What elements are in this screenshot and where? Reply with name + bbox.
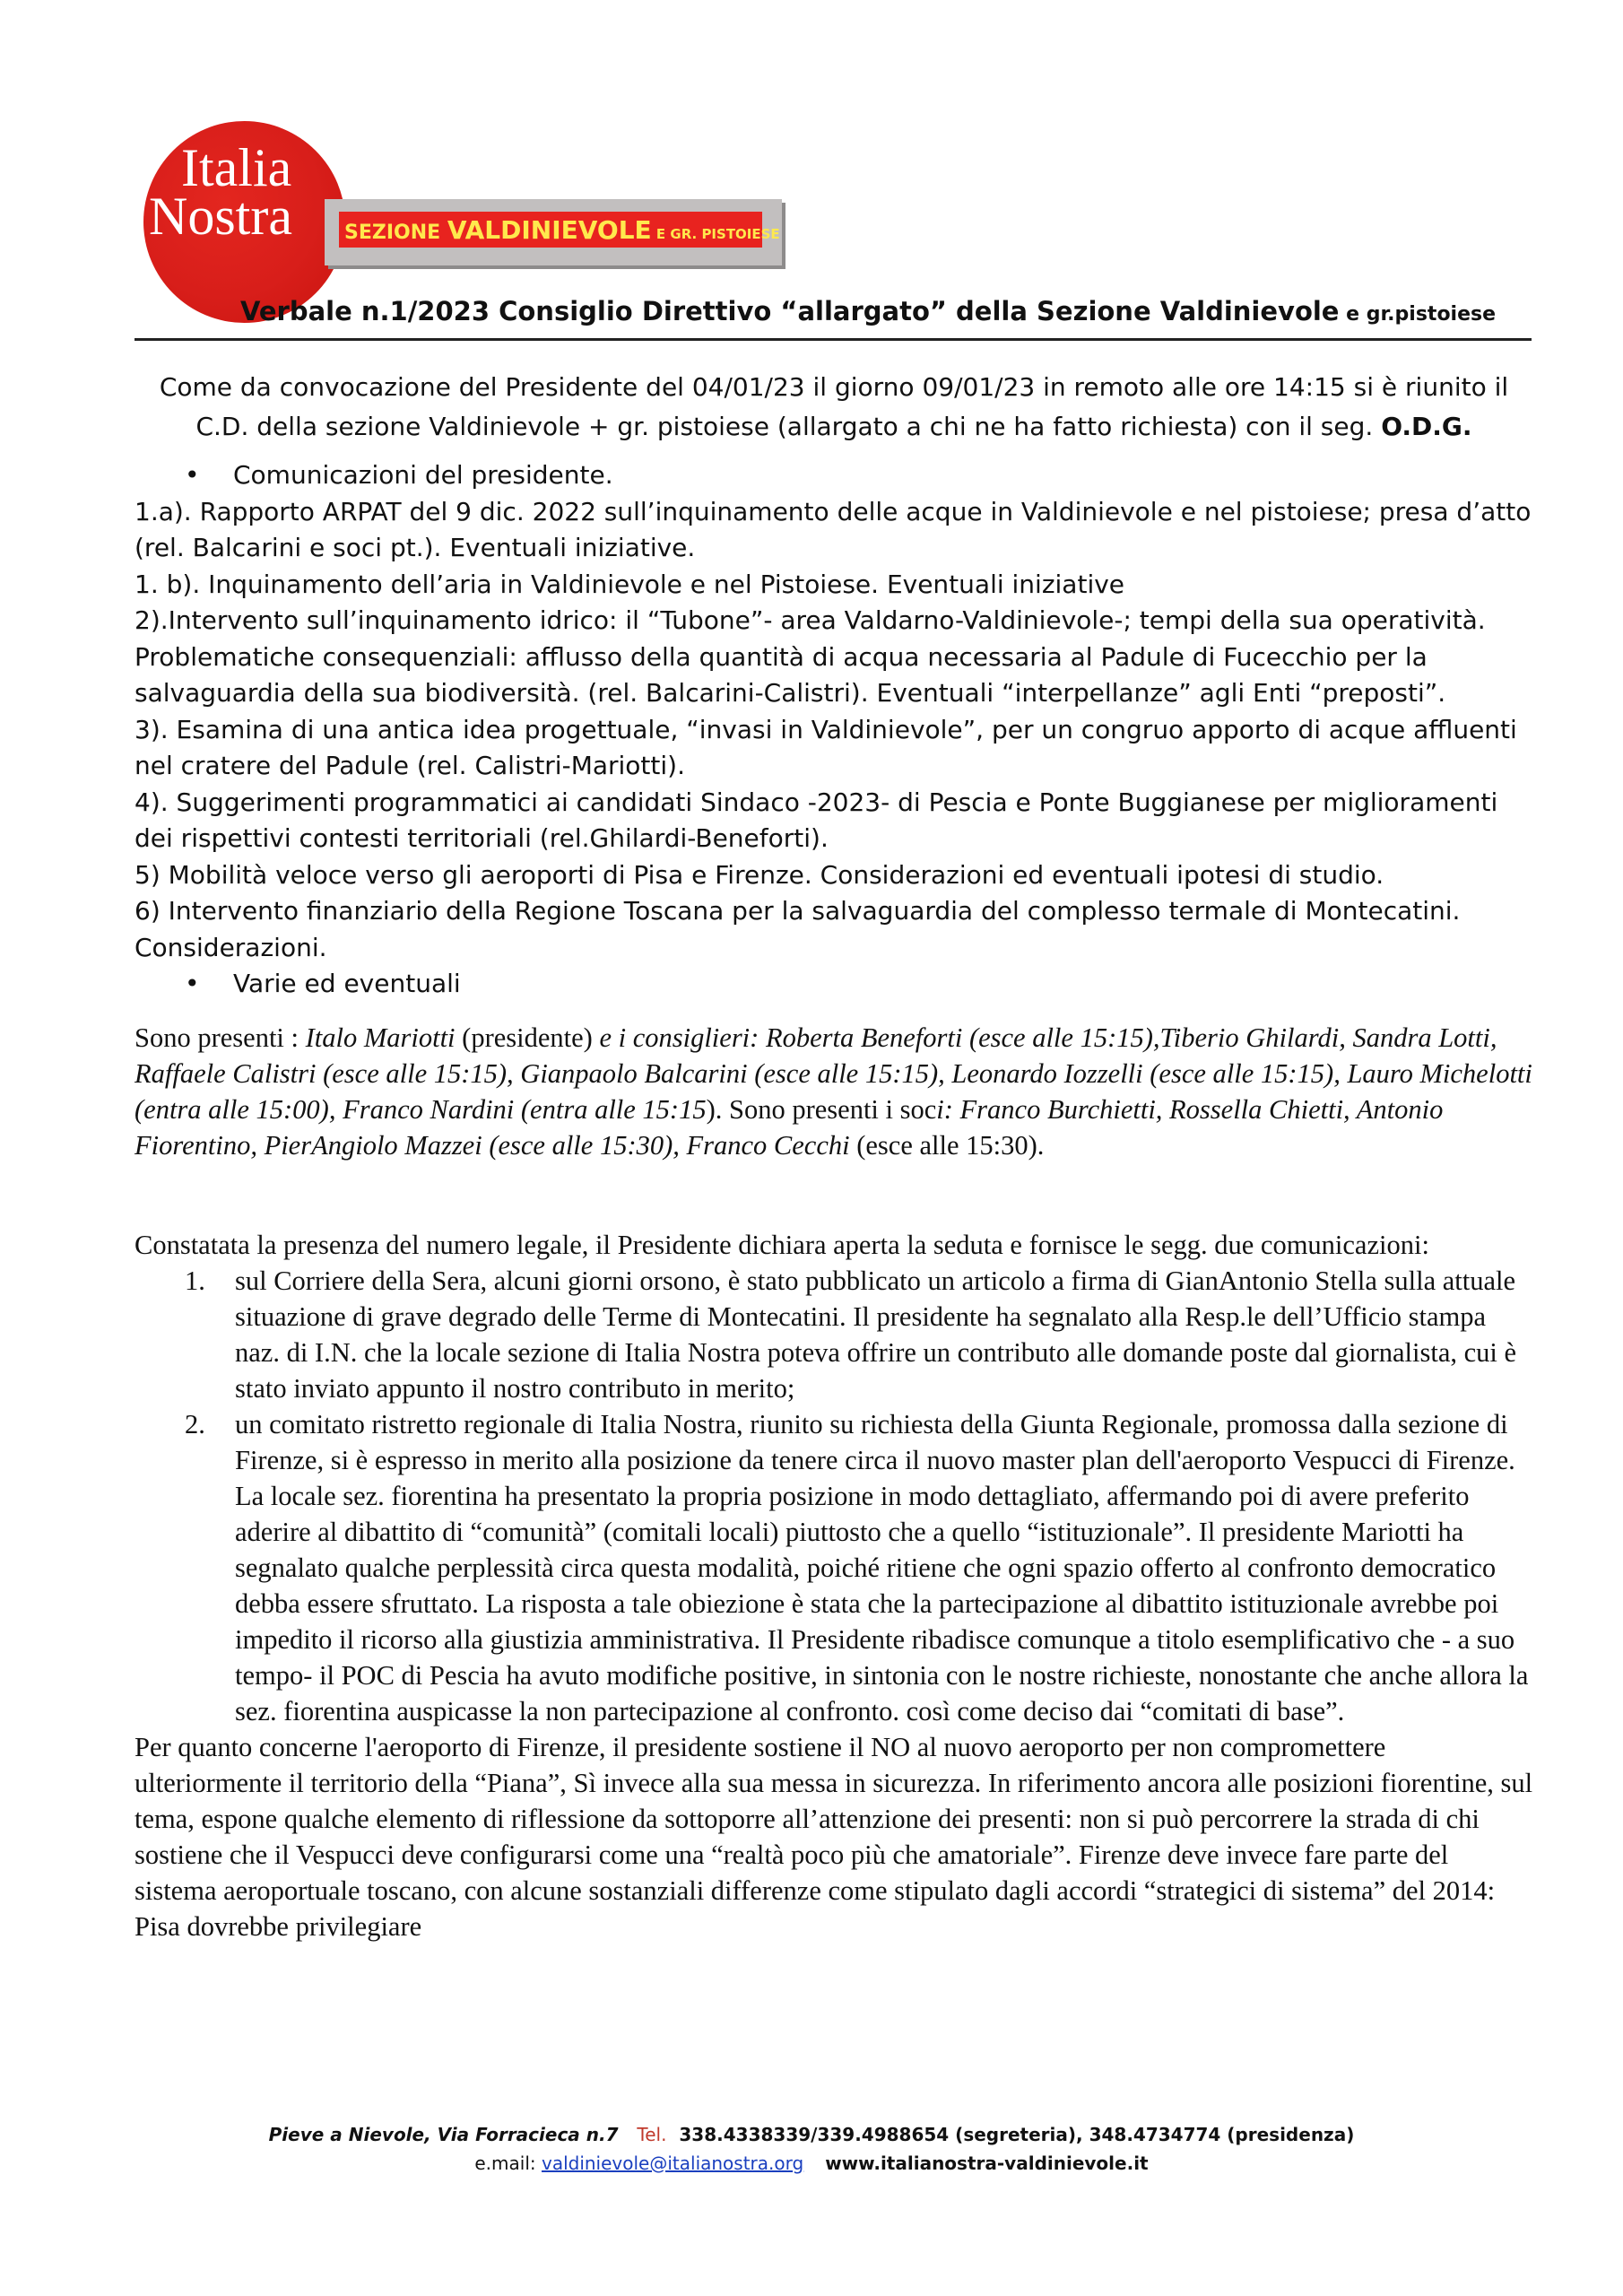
italia-nostra-logo — [143, 121, 345, 323]
email-link[interactable]: valdinievole@italianostra.org — [541, 2152, 804, 2174]
agenda-item: 6) Intervento finanziario della Regione Toscana per la salvaguardia del complesso termale di Montecatini. Considerazioni. — [135, 896, 1461, 962]
attendees-paragraph: Sono presenti : Italo Mariotti (presidente) e i consiglieri: Roberta Beneforti (esce alle 15:15),Tiberio Ghilardi, Sandra Lotti, Raffaele Calistri (esce alle 15:15), Gianpaolo Balcarini (esce alle 15:15), Leonardo Iozzelli (esce alle 15:15), Lauro Michelotti (entra alle 15:00), Franco Nardini (entra alle 15:15). Sono presenti i soci: Franco Burchietti, Rossella Chietti, Antonio Fiorentino, PierAngiolo Mazzei (esce alle 15:30), Franco Cecchi (esce alle 15:30). — [135, 1022, 1532, 1161]
section-banner — [325, 199, 782, 265]
communication-item-1: 1. sul Corriere della Sera, alcuni giorni orsono, è stato pubblicato un articolo a firma di GianAntonio Stella sulla attuale situazione di grave degrado delle Terme di Montecatini. Il presidente ha segnalato alla Resp.le dell’Ufficio stampa naz. di I.N. che la locale sezione di Italia Nostra poteva offrire un contributo alle domande poste dal giornalista, cui è stato inviato appunto il nostro contributo in merito; — [185, 1265, 1517, 1404]
section-banner-label: SEZIONE VALDINIEVOLE E GR. PISTOIESE — [344, 214, 780, 245]
agenda-item: 4). Suggerimenti programmatici ai candidati Sindaco -2023- di Pescia e Ponte Buggianese per miglioramenti dei rispettivi contesti territoriali (rel.Ghilardi-Beneforti). — [135, 787, 1498, 853]
footer-contact-line: e.mail: valdinievole@italianostra.org www.italianostra-valdinievole.it — [474, 2152, 1149, 2174]
intro-paragraph: Constatata la presenza del numero legale, il Presidente dichiara aperta la seduta e fornisce le segg. due comunicazioni: — [135, 1230, 1429, 1260]
agenda-item: 1. b). Inquinamento dell’aria in Valdinievole e nel Pistoiese. Eventuali iniziative — [135, 569, 1125, 599]
minutes-body — [135, 1227, 1533, 1944]
agenda-list — [135, 457, 1533, 1003]
communication-item-2-continued: La locale sez. fiorentina ha presentato la propria posizione in modo dettagliato, affermando poi di avere preferito aderire al dibattito di “comunità” (comitali locali) piuttosto che a quello “istituzionale”. Il presidente Mariotti ha segnalato qualche perplessità circa questa modalità, poiché ritiene che ogni spazio offerto al confronto democratico debba essere sfruttato. La risposta a tale obiezione è stata che la partecipazione al dibattito istituzionale avrebbe poi impedito il ricorso alla giustizia amministrativa. Il Presidente ribadisce comunque a titolo esemplificativo che - a suo tempo- il POC di Pescia ha avuto modifiche positive, in sintonia con le nostre richieste, nonostante che anche allora la sez. fiorentina auspicasse la non partecipazione al confronto. così come deciso dai “comitati di base”. — [235, 1481, 1529, 1726]
agenda-item: • Varie ed eventuali — [135, 966, 1533, 1003]
footer-address-line: Pieve a Nievole, Via Forracieca n.7 Tel. 338.4338339/339.4988654 (segreteria), 348.4734774 (presidenza) — [268, 2124, 1355, 2145]
agenda-item: 1.a). Rapporto ARPAT del 9 dic. 2022 sull’inquinamento delle acque in Valdinievole e nel pistoiese; presa d’atto (rel. Balcarini e soci pt.). Eventuali iniziative. — [135, 496, 1532, 562]
website-link[interactable]: www.italianostra-valdinievole.it — [825, 2152, 1149, 2174]
communication-item-2: 2. un comitato ristretto regionale di Italia Nostra, riunito su richiesta della Giunta Regionale, promossa dalla sezione di Firenze, si è espresso in merito alla posizione da tenere circa il nuovo master plan dell'aeroporto Vespucci di Firenze. — [185, 1409, 1515, 1475]
convocation-paragraph: Come da convocazione del Presidente del 04/01/23 il giorno 09/01/23 in remoto alle ore 14:15 si è riunito il C.D. della sezione Valdinievole + gr. pistoiese (allargato a chi ne ha fatto richiesta) con il seg. O.D.G. — [159, 372, 1509, 441]
title-divider — [135, 338, 1532, 341]
agenda-item: • Comunicazioni del presidente. — [135, 457, 1533, 494]
document-title: Verbale n.1/2023 Consiglio Direttivo “allargato” della Sezione Valdinievole e gr.pistoiese — [240, 296, 1497, 326]
agenda-item: 3). Esamina di una antica idea progettuale, “invasi in Valdinievole”, per un congruo apporto di acque affluenti nel cratere del Padule (rel. Calistri-Mariotti). — [135, 714, 1517, 780]
agenda-item: 5) Mobilità veloce verso gli aeroporti di Pisa e Firenze. Considerazioni ed eventuali ipotesi di studio. — [135, 859, 1384, 890]
agenda-item: 2).Intervento sull’inquinamento idrico: il “Tubone”- area Valdarno-Valdinievole-; tempi della sua operatività. Problematiche consequenziali: afflusso della quantità di acqua necessaria al Padule di Fucecchio per la salvaguardia della sua biodiversità. (rel. Balcarini-Calistri). Eventuali “interpellanze” agli Enti “preposti”. — [135, 605, 1486, 708]
airport-paragraph: Per quanto concerne l'aeroporto di Firenze, il presidente sostiene il NO al nuovo aeroporto per non compromettere ulteriormente il territorio della “Piana”, Sì invece alla sua messa in sicurezza. In riferimento ancora alle posizioni fiorentine, sul tema, espone qualche elemento di riflessione da sottoporre all’attenzione dei presenti: non si può percorrere la strada di chi sostiene che il Vespucci deve configurarsi come una “realtà poco più che amatoriale”. Firenze deve invece fare parte del sistema aeroportuale toscano, con alcune sostanziali differenze come stipulato dagli accordi “strategici di sistema” del 2014: Pisa dovrebbe privilegiare — [135, 1732, 1533, 1942]
logo-line2: Nostra — [149, 187, 292, 246]
logo-line1: Italia — [181, 138, 292, 197]
